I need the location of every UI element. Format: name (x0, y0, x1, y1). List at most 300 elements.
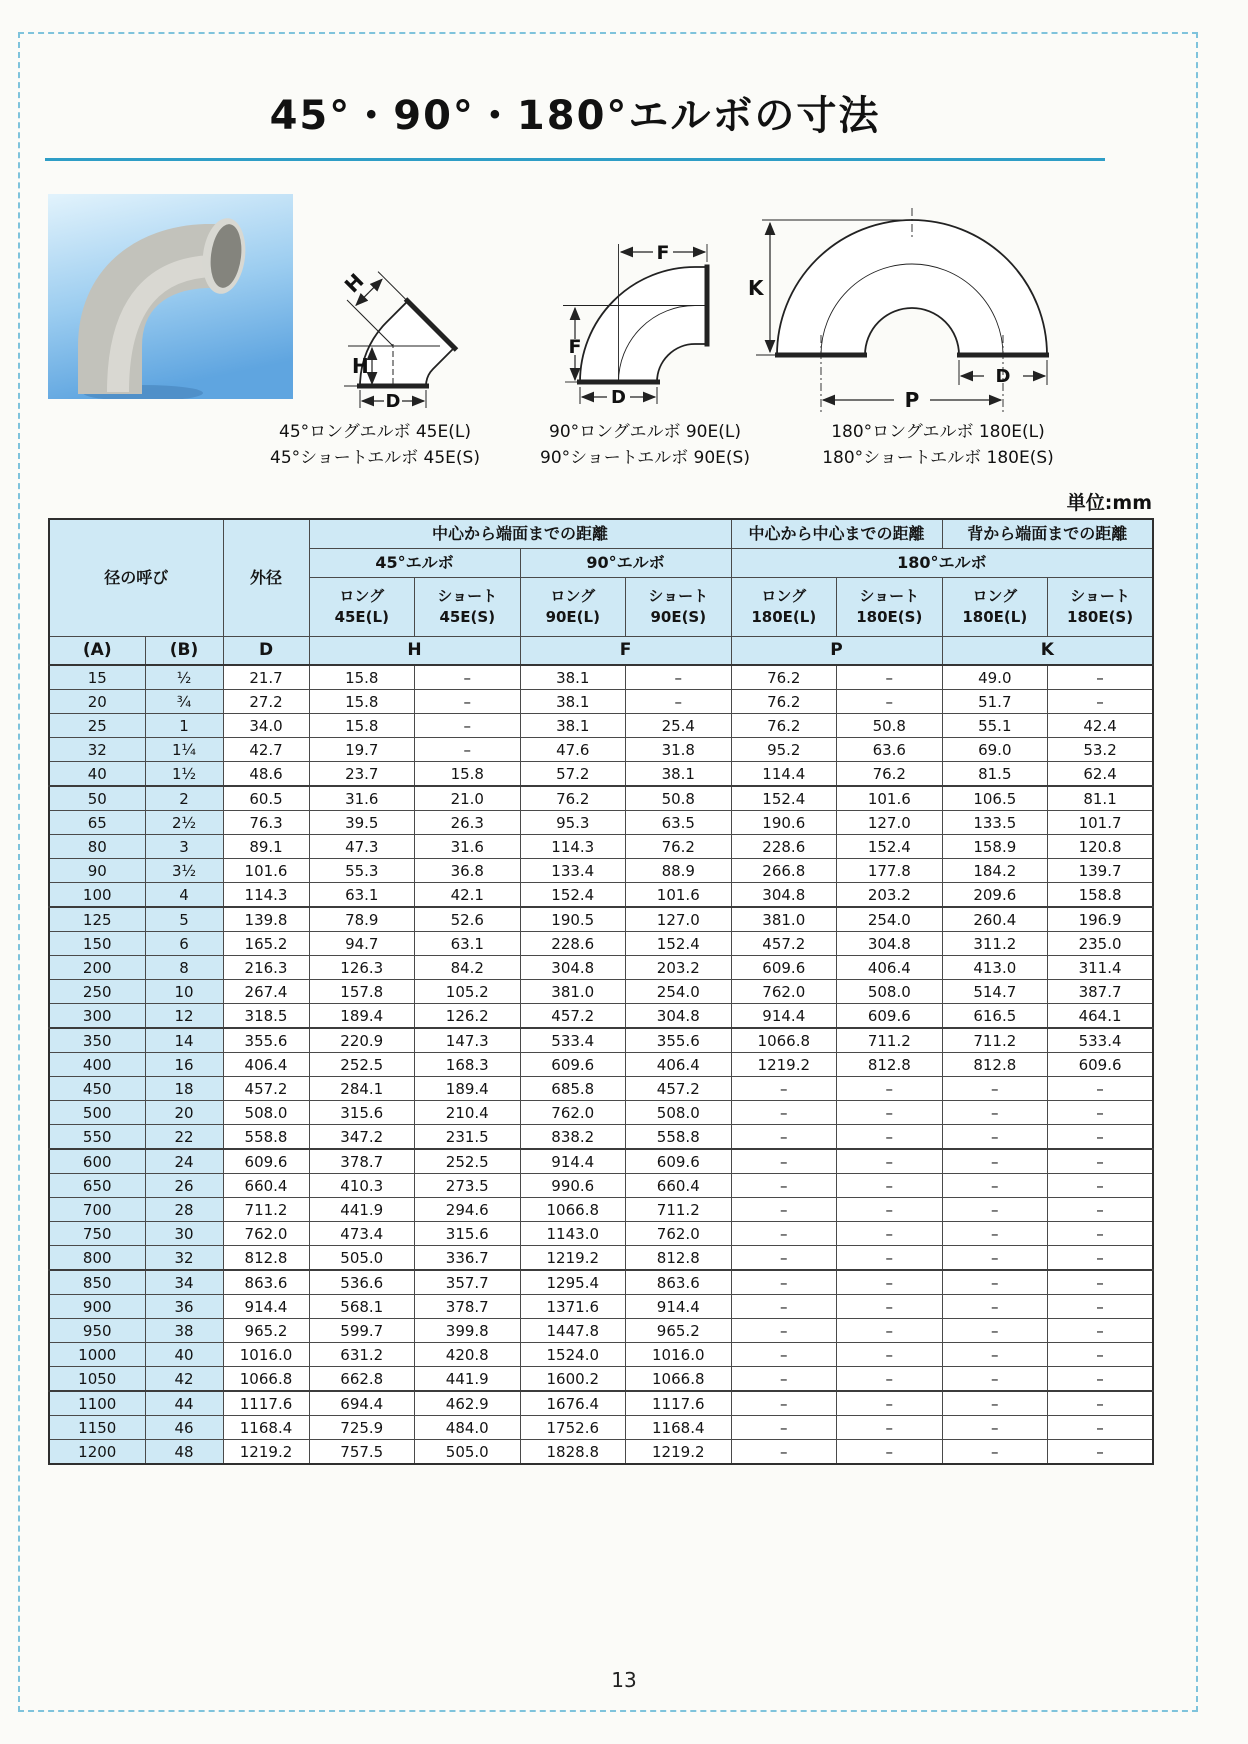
table-cell: 254.0 (837, 907, 943, 932)
table-cell: 94.7 (309, 932, 415, 956)
caption-90-long: 90°ロングエルボ 90E(L) (549, 422, 741, 442)
table-cell: – (942, 1295, 1048, 1319)
table-cell: 965.2 (223, 1319, 309, 1343)
header-long-180e-l-k: ロング 180E(L) (942, 578, 1048, 637)
table-cell: – (942, 1149, 1048, 1174)
table-cell: 311.4 (1048, 956, 1154, 980)
table-cell: 53.2 (1048, 738, 1154, 762)
table-cell: 965.2 (626, 1319, 732, 1343)
header-90-elbow: 90°エルボ (520, 549, 731, 578)
table-cell: 812.8 (942, 1053, 1048, 1077)
table-cell: 600 (49, 1149, 145, 1174)
table-cell: 400 (49, 1053, 145, 1077)
table-cell: – (415, 738, 521, 762)
table-cell: 101.6 (223, 859, 309, 883)
table-cell: 812.8 (626, 1246, 732, 1271)
table-cell: 31.6 (415, 835, 521, 859)
table-cell: 125 (49, 907, 145, 932)
table-cell: 462.9 (415, 1391, 521, 1416)
table-cell: 1100 (49, 1391, 145, 1416)
table-cell: 235.0 (1048, 932, 1154, 956)
table-cell: 27.2 (223, 690, 309, 714)
table-cell: – (731, 1222, 837, 1246)
table-cell: – (731, 1077, 837, 1101)
table-cell: 457.2 (520, 1004, 626, 1029)
table-cell: 152.4 (626, 932, 732, 956)
table-cell: 505.0 (309, 1246, 415, 1271)
table-row (49, 1246, 1153, 1271)
table-cell: 1219.2 (626, 1440, 732, 1465)
table-cell: 762.0 (626, 1222, 732, 1246)
table-cell: 267.4 (223, 980, 309, 1004)
header-long-90e-l: ロング 90E(L) (520, 578, 626, 637)
header-symbol-b: (B) (145, 637, 223, 666)
header-center-to-face: 中心から端面までの距離 (309, 519, 731, 549)
table-cell: 6 (145, 932, 223, 956)
table-cell: – (1048, 1077, 1154, 1101)
table-cell: 147.3 (415, 1028, 521, 1053)
table-cell: 254.0 (626, 980, 732, 1004)
table-cell: 266.8 (731, 859, 837, 883)
table-cell: 800 (49, 1246, 145, 1271)
table-cell: 900 (49, 1295, 145, 1319)
table-cell: – (837, 1246, 943, 1271)
table-cell: 660.4 (626, 1174, 732, 1198)
table-cell: 1371.6 (520, 1295, 626, 1319)
table-cell: – (837, 1077, 943, 1101)
table-cell: 5 (145, 907, 223, 932)
table-cell: 685.8 (520, 1077, 626, 1101)
table-cell: 1117.6 (223, 1391, 309, 1416)
table-cell: – (942, 1343, 1048, 1367)
header-short-180e-s: ショート 180E(S) (837, 578, 943, 637)
table-cell: 228.6 (520, 932, 626, 956)
table-cell: – (837, 1222, 943, 1246)
table-row (49, 1222, 1153, 1246)
table-cell: – (1048, 1174, 1154, 1198)
table-cell: – (942, 1222, 1048, 1246)
table-cell: 42 (145, 1367, 223, 1392)
table-cell: 203.2 (837, 883, 943, 908)
table-cell: 8 (145, 956, 223, 980)
table-cell: 838.2 (520, 1125, 626, 1150)
table-cell: 410.3 (309, 1174, 415, 1198)
pipe-outline-90 (580, 267, 707, 382)
table-cell: 127.0 (626, 907, 732, 932)
dimension-table (48, 518, 1154, 1465)
caption-45-short: 45°ショートエルボ 45E(S) (270, 447, 480, 468)
table-cell: – (942, 1391, 1048, 1416)
table-cell: 1016.0 (223, 1343, 309, 1367)
table-cell: – (731, 1319, 837, 1343)
table-cell: – (1048, 1270, 1154, 1295)
table-cell: 76.2 (837, 762, 943, 787)
table-cell: – (415, 665, 521, 690)
table-cell: 609.6 (520, 1053, 626, 1077)
table-cell: 700 (49, 1198, 145, 1222)
table-cell: 80 (49, 835, 145, 859)
table-cell: – (1048, 1343, 1154, 1367)
table-cell: – (1048, 1391, 1154, 1416)
table-cell: 1676.4 (520, 1391, 626, 1416)
table-cell: 50 (49, 786, 145, 811)
table-cell: 457.2 (223, 1077, 309, 1101)
table-cell: – (942, 1246, 1048, 1271)
table-cell: 18 (145, 1077, 223, 1101)
table-cell: 133.4 (520, 859, 626, 883)
header-symbol-k: K (942, 637, 1153, 666)
table-cell: 1219.2 (731, 1053, 837, 1077)
table-cell: – (731, 1246, 837, 1271)
header-outside-diameter: 外径 (223, 519, 309, 637)
caption-45-long: 45°ロングエルボ 45E(L) (279, 422, 471, 442)
table-row (49, 811, 1153, 835)
header-symbol-d: D (223, 637, 309, 666)
table-cell: 63.1 (415, 932, 521, 956)
table-cell: 457.2 (731, 932, 837, 956)
dim-label-h-axis: H (339, 268, 369, 298)
table-cell: 114.3 (223, 883, 309, 908)
table-cell: – (942, 1319, 1048, 1343)
table-cell: – (626, 690, 732, 714)
table-cell: – (942, 1416, 1048, 1440)
table-row (49, 714, 1153, 738)
table-cell: 378.7 (309, 1149, 415, 1174)
table-cell: 63.1 (309, 883, 415, 908)
table-cell: 1168.4 (223, 1416, 309, 1440)
table-cell: 250 (49, 980, 145, 1004)
table-cell: 464.1 (1048, 1004, 1154, 1029)
table-cell: – (731, 1101, 837, 1125)
table-cell: 231.5 (415, 1125, 521, 1150)
table-cell: 40 (145, 1343, 223, 1367)
table-cell: 25.4 (626, 714, 732, 738)
table-cell: 1 (145, 714, 223, 738)
table-cell: 1447.8 (520, 1319, 626, 1343)
table-cell: 725.9 (309, 1416, 415, 1440)
table-cell: 31.6 (309, 786, 415, 811)
table-cell: – (837, 690, 943, 714)
table-cell: 1066.8 (223, 1367, 309, 1392)
table-cell: 631.2 (309, 1343, 415, 1367)
table-cell: 990.6 (520, 1174, 626, 1198)
table-cell: 47.3 (309, 835, 415, 859)
table-cell: 304.8 (626, 1004, 732, 1029)
table-cell: 42.4 (1048, 714, 1154, 738)
caption-180-long: 180°ロングエルボ 180E(L) (831, 422, 1045, 442)
table-cell: 12 (145, 1004, 223, 1029)
table-row (49, 1367, 1153, 1392)
table-row (49, 1149, 1153, 1174)
table-cell: 189.4 (415, 1077, 521, 1101)
table-cell: – (942, 1077, 1048, 1101)
table-cell: 158.8 (1048, 883, 1154, 908)
table-cell: 536.6 (309, 1270, 415, 1295)
table-cell: 81.5 (942, 762, 1048, 787)
caption-elbow-180 (793, 420, 1083, 471)
table-cell: 1752.6 (520, 1416, 626, 1440)
table-cell: 228.6 (731, 835, 837, 859)
table-row (49, 1174, 1153, 1198)
table-cell: 1000 (49, 1343, 145, 1367)
dim-label-d-90: D (611, 387, 626, 408)
table-cell: 28 (145, 1198, 223, 1222)
table-cell: 48.6 (223, 762, 309, 787)
table-cell: 101.7 (1048, 811, 1154, 835)
table-cell: 762.0 (223, 1222, 309, 1246)
table-cell: 22 (145, 1125, 223, 1150)
table-cell: 78.9 (309, 907, 415, 932)
table-cell: 34.0 (223, 714, 309, 738)
table-cell: – (731, 1198, 837, 1222)
header-long-180e-l: ロング 180E(L) (731, 578, 837, 637)
table-cell: 863.6 (626, 1270, 732, 1295)
table-cell: – (626, 665, 732, 690)
table-cell: 609.6 (731, 956, 837, 980)
table-cell: 51.7 (942, 690, 1048, 714)
table-row (49, 1270, 1153, 1295)
table-cell: – (837, 1198, 943, 1222)
table-cell: 508.0 (223, 1101, 309, 1125)
table-cell: 252.5 (309, 1053, 415, 1077)
table-cell: 177.8 (837, 859, 943, 883)
table-cell: 609.6 (1048, 1053, 1154, 1077)
table-cell: 101.6 (837, 786, 943, 811)
table-row (49, 690, 1153, 714)
table-cell: – (731, 1295, 837, 1319)
table-cell: 38.1 (520, 690, 626, 714)
table-cell: – (1048, 1246, 1154, 1271)
table-cell: 1295.4 (520, 1270, 626, 1295)
table-cell: – (942, 1440, 1048, 1465)
table-row (49, 1125, 1153, 1150)
elbow-90-diagram (525, 192, 755, 412)
table-cell: – (837, 1270, 943, 1295)
table-cell: – (1048, 1198, 1154, 1222)
table-cell: – (837, 1174, 943, 1198)
table-cell: 1168.4 (626, 1416, 732, 1440)
table-cell: 55.3 (309, 859, 415, 883)
table-cell: 76.3 (223, 811, 309, 835)
table-cell: – (415, 714, 521, 738)
table-cell: 16 (145, 1053, 223, 1077)
table-cell: 711.2 (837, 1028, 943, 1053)
table-cell: 711.2 (223, 1198, 309, 1222)
dim-label-d-180: D (995, 366, 1011, 387)
table-cell: 21.7 (223, 665, 309, 690)
table-row (49, 932, 1153, 956)
table-cell: 315.6 (415, 1222, 521, 1246)
table-cell: 1117.6 (626, 1391, 732, 1416)
table-row (49, 1004, 1153, 1029)
table-cell: – (942, 1270, 1048, 1295)
header-center-to-center: 中心から中心までの距離 (731, 519, 942, 549)
table-cell: 120.8 (1048, 835, 1154, 859)
dim-label-d-45: D (385, 391, 401, 412)
table-cell: 20 (145, 1101, 223, 1125)
table-cell: 3½ (145, 859, 223, 883)
table-cell: 514.7 (942, 980, 1048, 1004)
table-cell: 63.5 (626, 811, 732, 835)
table-cell: 406.4 (626, 1053, 732, 1077)
table-cell: 152.4 (731, 786, 837, 811)
table-cell: 616.5 (942, 1004, 1048, 1029)
table-cell: 38.1 (520, 714, 626, 738)
table-cell: – (731, 1367, 837, 1392)
table-cell: 190.6 (731, 811, 837, 835)
table-cell: 127.0 (837, 811, 943, 835)
header-180-elbow: 180°エルボ (731, 549, 1153, 578)
table-cell: 441.9 (415, 1367, 521, 1392)
table-cell: 1219.2 (520, 1246, 626, 1271)
table-cell: 304.8 (731, 883, 837, 908)
table-cell: 260.4 (942, 907, 1048, 932)
table-cell: 1050 (49, 1367, 145, 1392)
table-cell: 25 (49, 714, 145, 738)
table-cell: 47.6 (520, 738, 626, 762)
table-cell: 347.2 (309, 1125, 415, 1150)
header-symbol-h: H (309, 637, 520, 666)
caption-elbow-90 (515, 420, 775, 471)
table-cell: 26.3 (415, 811, 521, 835)
table-row (49, 665, 1153, 690)
header-short-45e-s: ショート 45E(S) (415, 578, 521, 637)
table-row (49, 980, 1153, 1004)
table-cell: – (731, 1174, 837, 1198)
table-row (49, 762, 1153, 787)
table-cell: 36 (145, 1295, 223, 1319)
table-cell: 273.5 (415, 1174, 521, 1198)
table-cell: 1½ (145, 762, 223, 787)
caption-elbow-45 (245, 420, 505, 471)
table-cell: 15.8 (415, 762, 521, 787)
table-cell: – (1048, 1101, 1154, 1125)
table-cell: 126.2 (415, 1004, 521, 1029)
table-cell: 39.5 (309, 811, 415, 835)
table-row (49, 1028, 1153, 1053)
table-cell: 3 (145, 835, 223, 859)
table-cell: 381.0 (520, 980, 626, 1004)
table-cell: 216.3 (223, 956, 309, 980)
pipe-outline-45 (360, 301, 454, 386)
unit-label: 単位:mm (1066, 492, 1152, 514)
header-back-to-face: 背から端面までの距離 (942, 519, 1153, 549)
table-cell: – (1048, 665, 1154, 690)
table-cell: 318.5 (223, 1004, 309, 1029)
table-cell: 284.1 (309, 1077, 415, 1101)
header-long-45e-l: ロング 45E(L) (309, 578, 415, 637)
table-cell: 89.1 (223, 835, 309, 859)
table-row (49, 1077, 1153, 1101)
table-cell: 90 (49, 859, 145, 883)
table-cell: 152.4 (837, 835, 943, 859)
table-cell: 311.2 (942, 932, 1048, 956)
table-cell: 81.1 (1048, 786, 1154, 811)
table-cell: 413.0 (942, 956, 1048, 980)
table-cell: – (837, 1416, 943, 1440)
table-cell: 662.8 (309, 1367, 415, 1392)
table-cell: 95.2 (731, 738, 837, 762)
table-cell: 157.8 (309, 980, 415, 1004)
table-cell: 1150 (49, 1416, 145, 1440)
table-cell: – (731, 1125, 837, 1150)
table-row (49, 738, 1153, 762)
table-cell: 57.2 (520, 762, 626, 787)
table-cell: – (1048, 1222, 1154, 1246)
table-cell: 711.2 (626, 1198, 732, 1222)
table-cell: 508.0 (626, 1101, 732, 1125)
table-cell: 304.8 (520, 956, 626, 980)
table-cell: 762.0 (520, 1101, 626, 1125)
table-cell: – (1048, 1295, 1154, 1319)
table-cell: – (731, 1149, 837, 1174)
table-row (49, 956, 1153, 980)
header-short-180e-s-k: ショート 180E(S) (1048, 578, 1154, 637)
table-cell: 46 (145, 1416, 223, 1440)
table-cell: 914.4 (731, 1004, 837, 1029)
table-row (49, 1198, 1153, 1222)
dim-label-k: K (748, 276, 764, 300)
elbow-photo (48, 194, 293, 399)
table-cell: – (1048, 1367, 1154, 1392)
page-number: 13 (611, 1668, 637, 1692)
table-cell: 294.6 (415, 1198, 521, 1222)
table-cell: 76.2 (731, 714, 837, 738)
table-cell: 420.8 (415, 1343, 521, 1367)
table-cell: 196.9 (1048, 907, 1154, 932)
table-cell: 15 (49, 665, 145, 690)
table-cell: – (837, 1125, 943, 1150)
elbow-45-diagram (300, 196, 515, 414)
table-cell: – (837, 1319, 943, 1343)
table-cell: 315.6 (309, 1101, 415, 1125)
table-cell: 150 (49, 932, 145, 956)
table-cell: 500 (49, 1101, 145, 1125)
table-cell: 190.5 (520, 907, 626, 932)
table-cell: 387.7 (1048, 980, 1154, 1004)
table-cell: 914.4 (626, 1295, 732, 1319)
table-cell: 62.4 (1048, 762, 1154, 787)
table-cell: 106.5 (942, 786, 1048, 811)
table-cell: 69.0 (942, 738, 1048, 762)
table-cell: 52.6 (415, 907, 521, 932)
table-cell: 336.7 (415, 1246, 521, 1271)
table-cell: 168.3 (415, 1053, 521, 1077)
table-cell: – (1048, 1440, 1154, 1465)
dim-label-f-left: F (568, 336, 582, 358)
table-cell: 304.8 (837, 932, 943, 956)
dim-label-h-vertical: H (352, 354, 369, 378)
table-cell: 533.4 (1048, 1028, 1154, 1053)
table-cell: 1066.8 (626, 1367, 732, 1392)
table-cell: 63.6 (837, 738, 943, 762)
table-cell: 357.7 (415, 1270, 521, 1295)
table-cell: 863.6 (223, 1270, 309, 1295)
pipe-outline-180 (777, 220, 1047, 355)
table-cell: 711.2 (942, 1028, 1048, 1053)
table-cell: 189.4 (309, 1004, 415, 1029)
header-symbol-f: F (520, 637, 731, 666)
table-cell: 355.6 (626, 1028, 732, 1053)
table-cell: 473.4 (309, 1222, 415, 1246)
table-cell: 158.9 (942, 835, 1048, 859)
table-row (49, 1391, 1153, 1416)
table-cell: 1016.0 (626, 1343, 732, 1367)
table-cell: – (731, 1270, 837, 1295)
table-cell: 60.5 (223, 786, 309, 811)
table-cell: 84.2 (415, 956, 521, 980)
table-cell: 30 (145, 1222, 223, 1246)
